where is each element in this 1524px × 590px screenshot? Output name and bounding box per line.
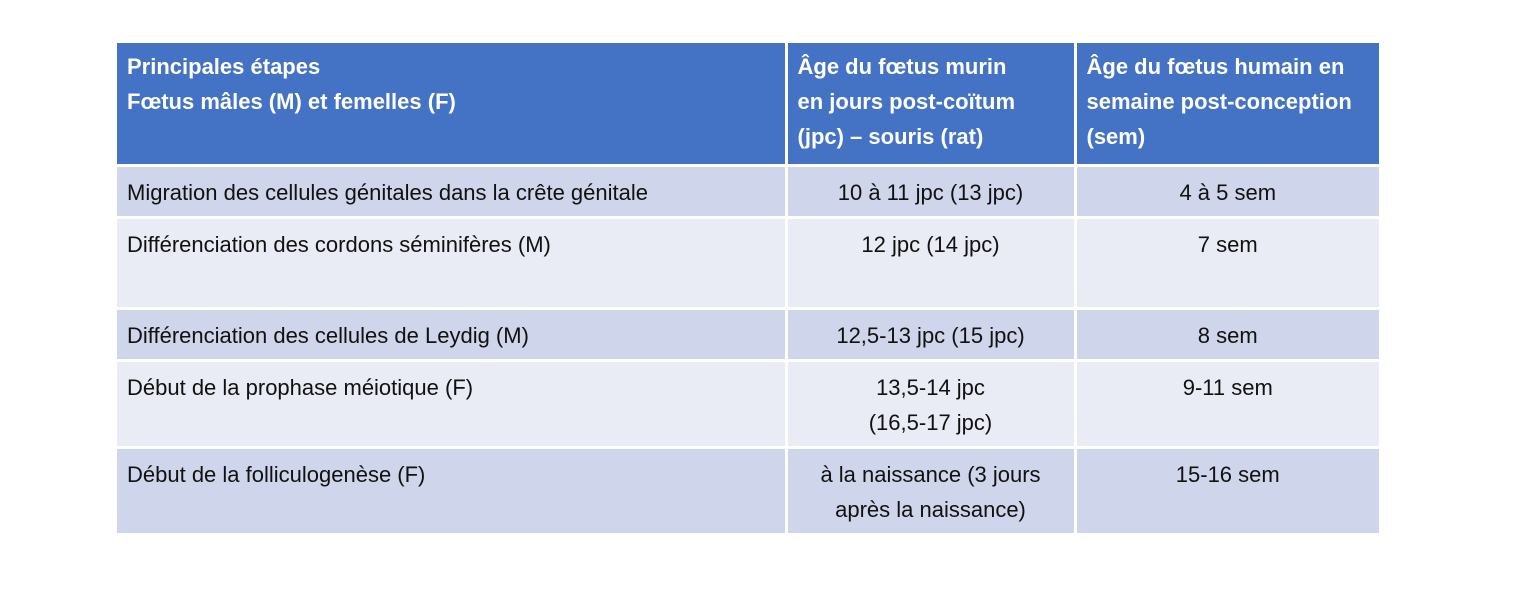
mouse-age-cell	[786, 218, 1075, 309]
stage-cell: Différenciation des cordons séminifères (M)	[117, 218, 786, 309]
stage-cell: Début de la folliculogenèse (F)	[117, 448, 786, 535]
table-row	[117, 218, 1379, 309]
header-main-stages-line: Principales étapes	[127, 54, 321, 79]
table-row	[117, 309, 1379, 361]
mouse-age-cell	[786, 166, 1075, 218]
human-age-cell: 7 sem	[1075, 218, 1379, 309]
header-main-stages	[117, 43, 786, 166]
header-human-age	[1075, 43, 1379, 166]
stage-cell: Migration des cellules génitales dans la crête génitale	[117, 166, 786, 218]
header-main-stages-line: Fœtus mâles (M) et femelles (F)	[127, 89, 456, 114]
mouse-age-line: 10 à 11 jpc (13 jpc)	[837, 180, 1024, 205]
table-header-row	[117, 43, 1379, 166]
mouse-age-cell	[786, 361, 1075, 448]
stages-table	[117, 43, 1379, 536]
stages-table-container	[117, 43, 1379, 536]
header-mouse-age-line: Âge du fœtus murin	[797, 54, 1007, 79]
mouse-age-line: (16,5-17 jpc)	[868, 410, 993, 435]
table-row	[117, 448, 1379, 535]
mouse-age-line: 12,5-13 jpc (15 jpc)	[836, 323, 1025, 348]
header-mouse-age	[786, 43, 1075, 166]
table-row	[117, 361, 1379, 448]
header-human-age-line: Âge du fœtus humain en	[1086, 54, 1345, 79]
mouse-age-line: à la naissance (3 jours	[820, 462, 1041, 487]
header-human-age-line: semaine post-conception	[1086, 89, 1352, 114]
mouse-age-line: après la naissance)	[835, 497, 1026, 522]
human-age-cell: 9-11 sem	[1075, 361, 1379, 448]
mouse-age-line: 13,5-14 jpc	[876, 375, 985, 400]
header-mouse-age-line: en jours post-coïtum	[797, 89, 1016, 114]
stage-cell: Début de la prophase méiotique (F)	[117, 361, 786, 448]
human-age-cell: 8 sem	[1075, 309, 1379, 361]
human-age-cell: 4 à 5 sem	[1075, 166, 1379, 218]
stage-cell: Différenciation des cellules de Leydig (M)	[117, 309, 786, 361]
mouse-age-cell	[786, 448, 1075, 535]
mouse-age-cell	[786, 309, 1075, 361]
header-human-age-line: (sem)	[1086, 124, 1146, 149]
human-age-cell: 15-16 sem	[1075, 448, 1379, 535]
table-row	[117, 166, 1379, 218]
mouse-age-line: 12 jpc (14 jpc)	[861, 232, 1000, 257]
header-mouse-age-line: (jpc) – souris (rat)	[797, 124, 984, 149]
